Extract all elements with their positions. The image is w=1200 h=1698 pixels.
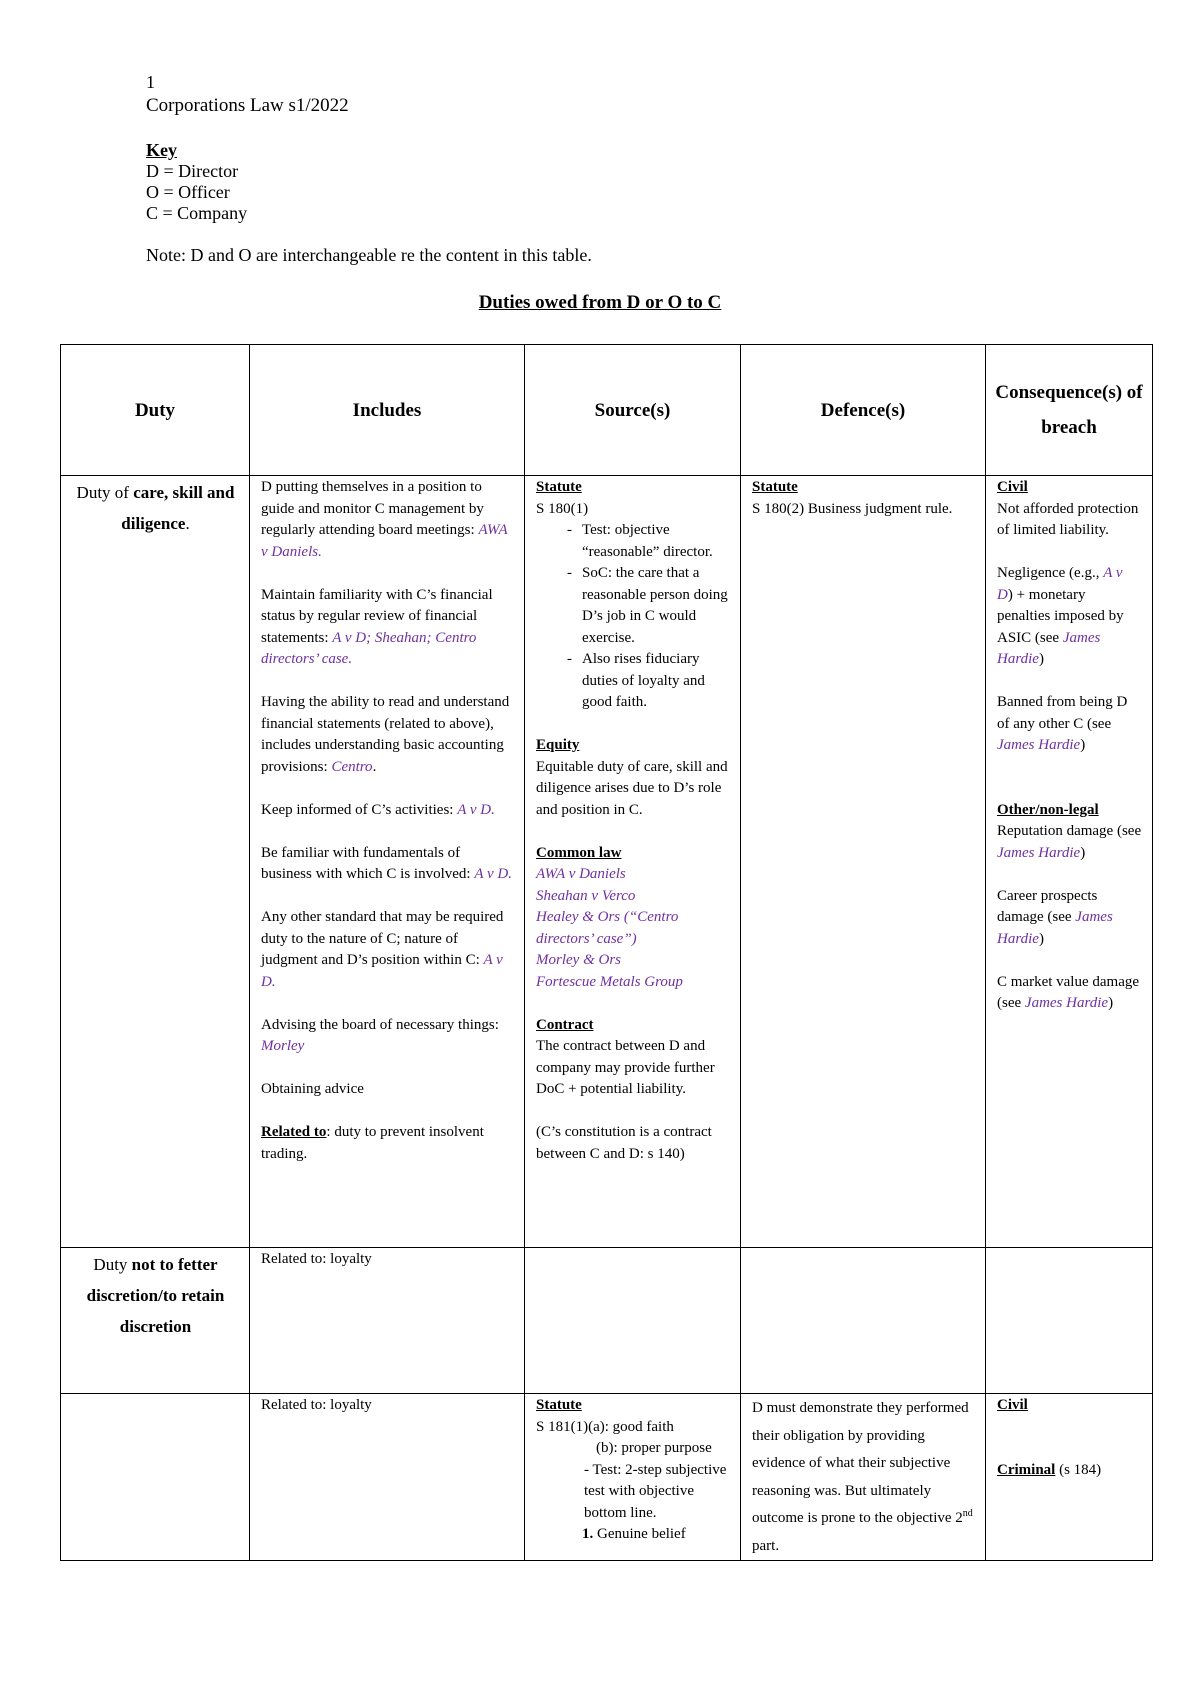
duty-cell: Duty of care, skill and diligence.	[61, 476, 250, 1248]
defence-text: D must demonstrate they performed their obligation by providing evidence of what their subjective reasoning was. But ultimately outcome is prone to the objective 2nd part.	[752, 1400, 973, 1554]
list-item: - Test: objective “reasonable” director.	[582, 520, 730, 563]
contract-label: Contract	[536, 1016, 594, 1033]
table-row	[61, 476, 1153, 1248]
consequence-item: Reputation damage (see James Hardie)	[997, 823, 1142, 861]
key-item-company: C = Company	[146, 203, 248, 223]
document-title: Corporations Law s1/2022	[146, 95, 349, 116]
column-header-includes: Includes	[250, 345, 525, 476]
key-item-director: D = Director	[146, 161, 239, 181]
defences-cell	[741, 1248, 986, 1394]
list-item: - Also rises fiduciary duties of loyalty and good faith.	[582, 649, 730, 714]
includes-item: Obtaining advice	[261, 1081, 364, 1097]
consequence-item: Career prospects damage (see James Hardie)	[997, 887, 1113, 947]
includes-item: Any other standard that may be required duty to the nature of C; nature of judgment and D’s position within C: A v D.	[261, 909, 504, 990]
case-citation: A v D; Sheahan; Centro directors’ case.	[261, 629, 477, 667]
column-header-consequences: Consequence(s) of breach	[986, 345, 1153, 476]
case-citation: Morley & Ors	[536, 952, 621, 968]
table-row	[61, 1248, 1153, 1394]
table-header-row	[61, 345, 1153, 476]
case-citation: Healey & Ors (“Centro directors’ case”)	[536, 909, 679, 947]
contract-note: (C’s constitution is a contract between C and D: s 140)	[536, 1124, 712, 1162]
equity-text: Equitable duty of care, skill and diligence arises due to D’s role and position in C.	[536, 758, 728, 818]
case-citation: A v D	[997, 565, 1123, 603]
duty-name: care, skill and diligence	[121, 483, 235, 533]
case-citation: A v D.	[261, 952, 503, 990]
column-header-sources: Source(s)	[525, 345, 741, 476]
duty-name: not to fetter discretion/to retain discretion	[86, 1255, 225, 1336]
includes-item: Having the ability to read and understand financial statements (related to above), includes understanding basic accounting provisions: Centro.	[261, 694, 510, 775]
civil-label: Civil	[997, 479, 1028, 495]
includes-item: Related to: duty to prevent insolvent trading.	[261, 1124, 484, 1162]
common-law-label: Common law	[536, 844, 622, 861]
consequence-item: Not afforded protection of limited liability.	[997, 500, 1139, 538]
includes-item: D putting themselves in a position to guide and monitor C management by regularly attending board meetings: AWA v Daniels.	[261, 479, 508, 560]
statute-test: - Test: 2-step subjective test with objective bottom line.	[584, 1461, 727, 1521]
statute-reference: (b): proper purpose	[596, 1440, 712, 1456]
defence-text: S 180(2) Business judgment rule.	[752, 500, 953, 517]
case-citation: James Hardie	[997, 844, 1081, 861]
duty-cell	[61, 1394, 250, 1561]
contract-text: The contract between D and company may provide further DoC + potential liability.	[536, 1038, 715, 1097]
consequences-cell	[986, 476, 1153, 1248]
includes-cell	[250, 476, 525, 1248]
table-heading: Duties owed from D or O to C	[478, 292, 722, 313]
consequence-item: C market value damage (see James Hardie)	[997, 973, 1140, 1011]
case-citation: James Hardie	[997, 737, 1081, 753]
statute-reference: S 181(1)(a): good faith	[536, 1418, 674, 1435]
criminal-label: Criminal	[997, 1461, 1056, 1478]
related-to-label: Related to	[261, 1124, 327, 1140]
includes-item: Related to: loyalty	[261, 1397, 372, 1413]
table-row	[61, 1394, 1153, 1561]
case-citation: AWA v Daniels	[261, 522, 508, 560]
includes-item: Related to: loyalty	[261, 1251, 372, 1267]
consequence-item: Banned from being D of any other C (see James Hardie)	[997, 694, 1128, 753]
civil-label: Civil	[997, 1397, 1028, 1413]
case-citation: James Hardie	[1024, 995, 1109, 1011]
page-number: 1	[146, 72, 155, 92]
statute-label: Statute	[752, 479, 798, 495]
defences-cell	[741, 1394, 986, 1561]
includes-item: Maintain familiarity with C’s financial status by regular review of financial statements: A v D; Sheahan; Centro directors’ case.	[261, 586, 493, 667]
statute-label: Statute	[536, 1397, 582, 1413]
sources-cell	[525, 1248, 741, 1394]
other-label: Other/non-legal	[997, 801, 1099, 818]
key-item-officer: O = Officer	[146, 182, 230, 202]
sources-cell	[525, 1394, 741, 1561]
includes-item: Be familiar with fundamentals of business with which C is involved: A v D.	[261, 844, 512, 882]
note-text: Note: D and O are interchangeable re the content in this table.	[146, 245, 592, 265]
case-citation: Morley	[261, 1038, 305, 1054]
column-header-defences: Defence(s)	[741, 345, 986, 476]
statute-points	[536, 520, 730, 714]
case-citation: Fortescue Metals Group	[536, 973, 683, 990]
column-header-duty: Duty	[61, 345, 250, 476]
consequence-item: Negligence (e.g., A v D) + monetary penalties imposed by ASIC (see James Hardie)	[997, 565, 1124, 667]
document-header	[146, 72, 592, 266]
case-citation: AWA v Daniels	[536, 866, 626, 882]
statute-step: 1. Genuine belief	[582, 1526, 686, 1542]
case-citation: Centro	[331, 758, 373, 775]
consequences-cell	[986, 1248, 1153, 1394]
list-item: - SoC: the care that a reasonable person doing D’s job in C would exercise.	[582, 563, 730, 649]
case-citation: James Hardie	[997, 909, 1113, 947]
case-citation: James Hardie	[997, 629, 1101, 667]
statute-label: Statute	[536, 479, 582, 495]
criminal-consequence: Criminal (s 184)	[997, 1461, 1102, 1478]
duty-cell: Duty not to fetter discretion/to retain discretion	[61, 1248, 250, 1394]
includes-cell	[250, 1394, 525, 1561]
defences-cell	[741, 476, 986, 1248]
statute-reference: S 180(1)	[536, 500, 589, 517]
includes-item: Keep informed of C’s activities: A v D.	[261, 801, 495, 818]
equity-label: Equity	[536, 737, 580, 753]
includes-item: Advising the board of necessary things: Morley	[261, 1016, 499, 1054]
consequences-cell	[986, 1394, 1153, 1561]
includes-cell	[250, 1248, 525, 1394]
key-heading: Key	[146, 140, 177, 160]
case-citation: A v D.	[457, 801, 495, 818]
case-citation: A v D.	[474, 866, 512, 882]
duties-table	[60, 344, 1153, 1561]
case-citation: Sheahan v Verco	[536, 887, 636, 904]
sources-cell	[525, 476, 741, 1248]
